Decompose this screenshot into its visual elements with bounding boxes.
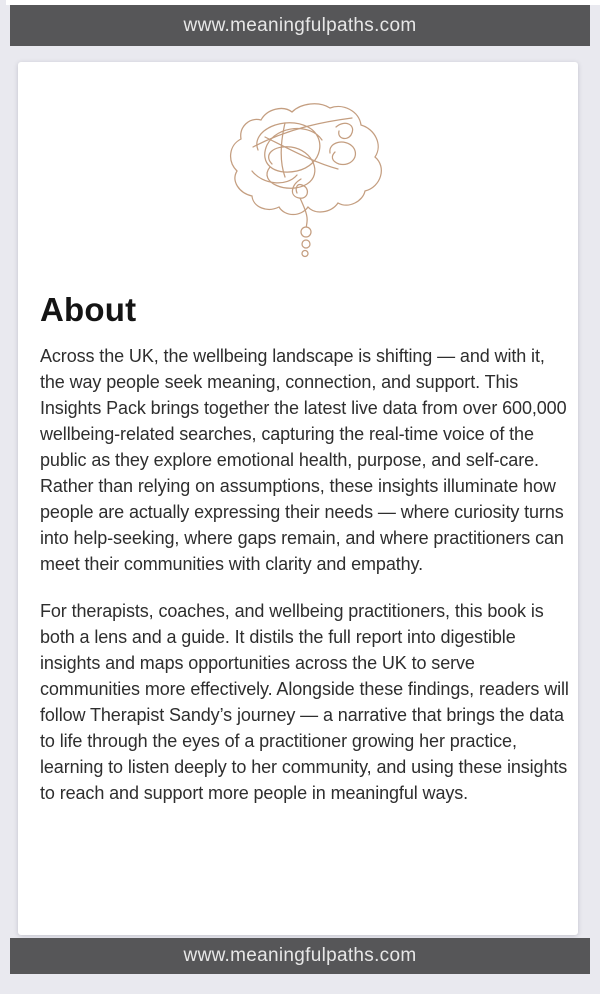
header-url: www.meaningfulpaths.com [183, 14, 417, 36]
about-paragraph-2: For therapists, coaches, and wellbeing practitioners, this book is both a lens and a guide. It distils the full report into digestible insights and maps opportunities across the UK to serve communities more effectively. Alongside these findings, readers will follow Therapist Sandy’s journey — a narrative that brings the data to life through the eyes of a practitioner growing her practice, learning to listen deeply to her community, and using these insights to reach and support more people in meaningful ways. [40, 601, 569, 803]
content-card [18, 62, 578, 935]
about-paragraph-1: Across the UK, the wellbeing landscape is shifting — and with it, the way people seek meaning, connection, and support. This Insights Pack brings together the latest live data from over 600,000 wellbeing-related searches, capturing the real-time voice of the public as they explore emotional health, purpose, and self-care. Rather than relying on assumptions, these insights illuminate how people are actually expressing their needs — where curiosity turns into help-seeking, where gaps remain, and where practitioners can meet their communities with clarity and empathy. [40, 346, 567, 574]
footer-bar [10, 938, 590, 974]
footer-url: www.meaningfulpaths.com [183, 945, 417, 966]
header-bar [10, 5, 590, 46]
page-title: About [40, 291, 137, 328]
tangled-thoughts-illustration [215, 95, 395, 260]
